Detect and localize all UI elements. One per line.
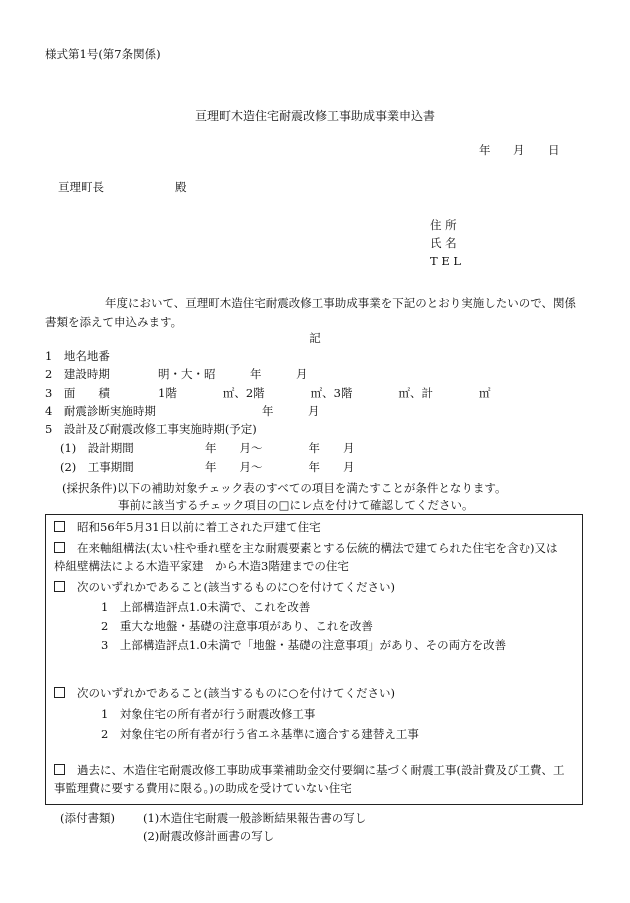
- check-item-text: 過去に、木造住宅耐震改修工事助成事業補助金交付要綱に基づく耐震工事(設計費及び工費、工: [77, 763, 565, 777]
- address-label: 住 所: [430, 218, 457, 232]
- option-item: 1 上部構造評点1.0未満で、これを改善: [101, 600, 311, 614]
- check-item-4: [54, 686, 395, 700]
- tel-label: T E L: [430, 254, 462, 268]
- check-item-5: [54, 763, 564, 777]
- item-diag-values: 年 月: [262, 404, 320, 418]
- work-period-values: 年 月～ 年 月: [205, 460, 355, 474]
- option-item: 3 上部構造評点1.0未満で「地盤・基礎の注意事項」があり、その両方を改善: [101, 638, 507, 652]
- attachments-label: (添付書類): [60, 811, 115, 825]
- item-diag-label: 4 耐震診断実施時期: [45, 404, 156, 418]
- item-area-label: 3 面 積: [45, 386, 110, 400]
- check-item-text: 昭和56年5月31日以前に着工された戸建て住宅: [77, 520, 321, 534]
- option-item: 1 対象住宅の所有者が行う耐震改修工事: [101, 707, 316, 721]
- intro-line-2: 書類を添えて申込みます。: [45, 315, 183, 329]
- check-item-1: [54, 520, 321, 534]
- option-item: 2 重大な地盤・基礎の注意事項があり、これを改善: [101, 619, 373, 633]
- item-built-label: 2 建設時期: [45, 367, 110, 381]
- item-lot: 1 地名地番: [45, 349, 110, 363]
- date-year: 年: [479, 143, 491, 157]
- design-period-label: (1) 設計期間: [60, 441, 134, 455]
- addressee: 亘理町長: [58, 180, 104, 194]
- checkbox[interactable]: [54, 687, 65, 698]
- option-item: 2 対象住宅の所有者が行う省エネ基準に適合する建替え工事: [101, 727, 419, 741]
- checkbox[interactable]: [54, 542, 65, 553]
- name-label: 氏 名: [430, 236, 457, 250]
- work-period-label: (2) 工事期間: [60, 460, 134, 474]
- eligibility-checklist: [45, 514, 583, 805]
- item-area-values: 1階 ㎡、2階 ㎡、3階 ㎡、計 ㎡: [158, 386, 491, 400]
- item-period-label: 5 設計及び耐震改修工事実施時期(予定): [45, 422, 257, 436]
- check-item-text: 次のいずれかであること(該当するものに○を付けてください): [77, 686, 396, 700]
- check-item-5-cont: 事監理費に要する費用に限る。)の助成を受けていない住宅: [54, 781, 352, 795]
- design-period-values: 年 月～ 年 月: [205, 441, 355, 455]
- honorific: 殿: [175, 180, 187, 194]
- check-item-text: 在来軸組構法(太い柱や垂れ壁を主な耐震要素とする伝統的構法で建てられた住宅を含む)又は: [77, 541, 558, 555]
- check-item-3: [54, 580, 395, 594]
- intro-line-1: 年度において、亘理町木造住宅耐震改修工事助成事業を下記のとおり実施したいので、関係: [105, 296, 577, 310]
- check-item-2: [54, 541, 557, 555]
- date-month: 月: [513, 143, 525, 157]
- item-built-era: 明・大・昭 年 月: [158, 367, 308, 381]
- document-title: 亘理町木造住宅耐震改修工事助成事業申込書: [194, 109, 435, 123]
- check-instruction: 事前に該当するチェック項目の□にレ点を付けて確認してください。: [118, 498, 474, 512]
- checkbox[interactable]: [54, 764, 65, 775]
- check-item-2-cont: 枠組壁構法による木造平家建 から木造3階建までの住宅: [54, 559, 349, 573]
- checkbox[interactable]: [54, 521, 65, 532]
- condition-notice: (採択条件)以下の補助対象チェック表のすべての項目を満たすことが条件となります。: [62, 481, 507, 495]
- attachment-item: (2)耐震改修計画書の写し: [143, 829, 275, 843]
- checkbox[interactable]: [54, 581, 65, 592]
- form-number: 様式第1号(第7条関係): [45, 47, 161, 61]
- ki-heading: 記: [309, 331, 321, 345]
- date-day: 日: [548, 143, 560, 157]
- check-item-text: 次のいずれかであること(該当するものに○を付けてください): [77, 580, 396, 594]
- attachment-item: (1)木造住宅耐震一般診断結果報告書の写し: [143, 811, 367, 825]
